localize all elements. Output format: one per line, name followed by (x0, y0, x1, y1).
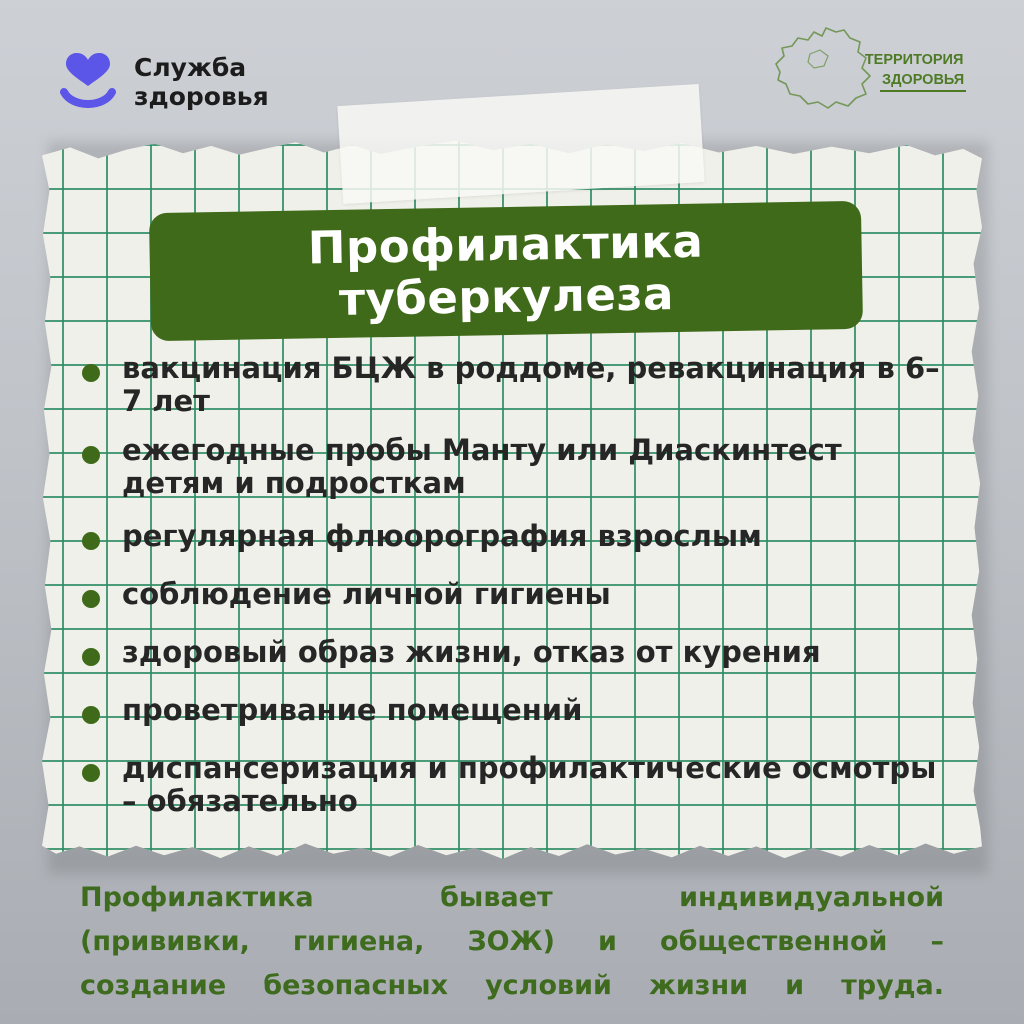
list-item (82, 694, 962, 727)
heart-smile-icon (58, 52, 118, 112)
title-banner (149, 201, 863, 341)
logo-right-line1: ТЕРРИТОРИЯ (864, 52, 964, 68)
list-item (82, 578, 962, 611)
logo-right-line2: ЗДОРОВЬЯ (880, 70, 966, 92)
list-item (82, 752, 962, 818)
list-item-text: регулярная флюорография взрослым (122, 519, 762, 553)
list-item (82, 434, 962, 500)
list-item (82, 636, 962, 669)
list-item-text: ежегодные пробы Манту или Диаскинтест детям и подросткам (122, 433, 842, 500)
bullet-dot-icon (82, 648, 100, 666)
title-line2: туберкулеза (338, 267, 675, 326)
title-line1: Профилактика (307, 214, 704, 275)
bullet-dot-icon (82, 364, 100, 382)
list-item-text: диспансеризация и профилактические осмотры – обязательно (122, 751, 937, 818)
sluzhba-zdorovya-logo (58, 52, 269, 112)
list-item-text: соблюдение личной гигиены (122, 577, 611, 611)
bullet-dot-icon (82, 706, 100, 724)
logo-line1: Служба (134, 53, 247, 82)
list-item-text: проветривание помещений (122, 693, 583, 727)
bullet-dot-icon (82, 446, 100, 464)
bullet-dot-icon (82, 590, 100, 608)
footer-line3: создание безопасных условий жизни и труда. (80, 970, 944, 1001)
territoriya-zdorovya-logo (770, 24, 990, 114)
list-item-text: здоровый образ жизни, отказ от курения (122, 635, 821, 669)
footer-line1: Профилактика бывает индивидуальной (80, 882, 944, 913)
footer-line2: (прививки, гигиена, ЗОЖ) и общественной – (80, 926, 944, 957)
list-item (82, 352, 962, 418)
list-item (82, 520, 962, 553)
footer-text (80, 876, 944, 1008)
bullet-dot-icon (82, 532, 100, 550)
logo-line2: здоровья (134, 82, 269, 111)
bullet-dot-icon (82, 764, 100, 782)
list-item-text: вакцинация БЦЖ в роддоме, ревакцинация в 6–7 лет (122, 351, 940, 418)
